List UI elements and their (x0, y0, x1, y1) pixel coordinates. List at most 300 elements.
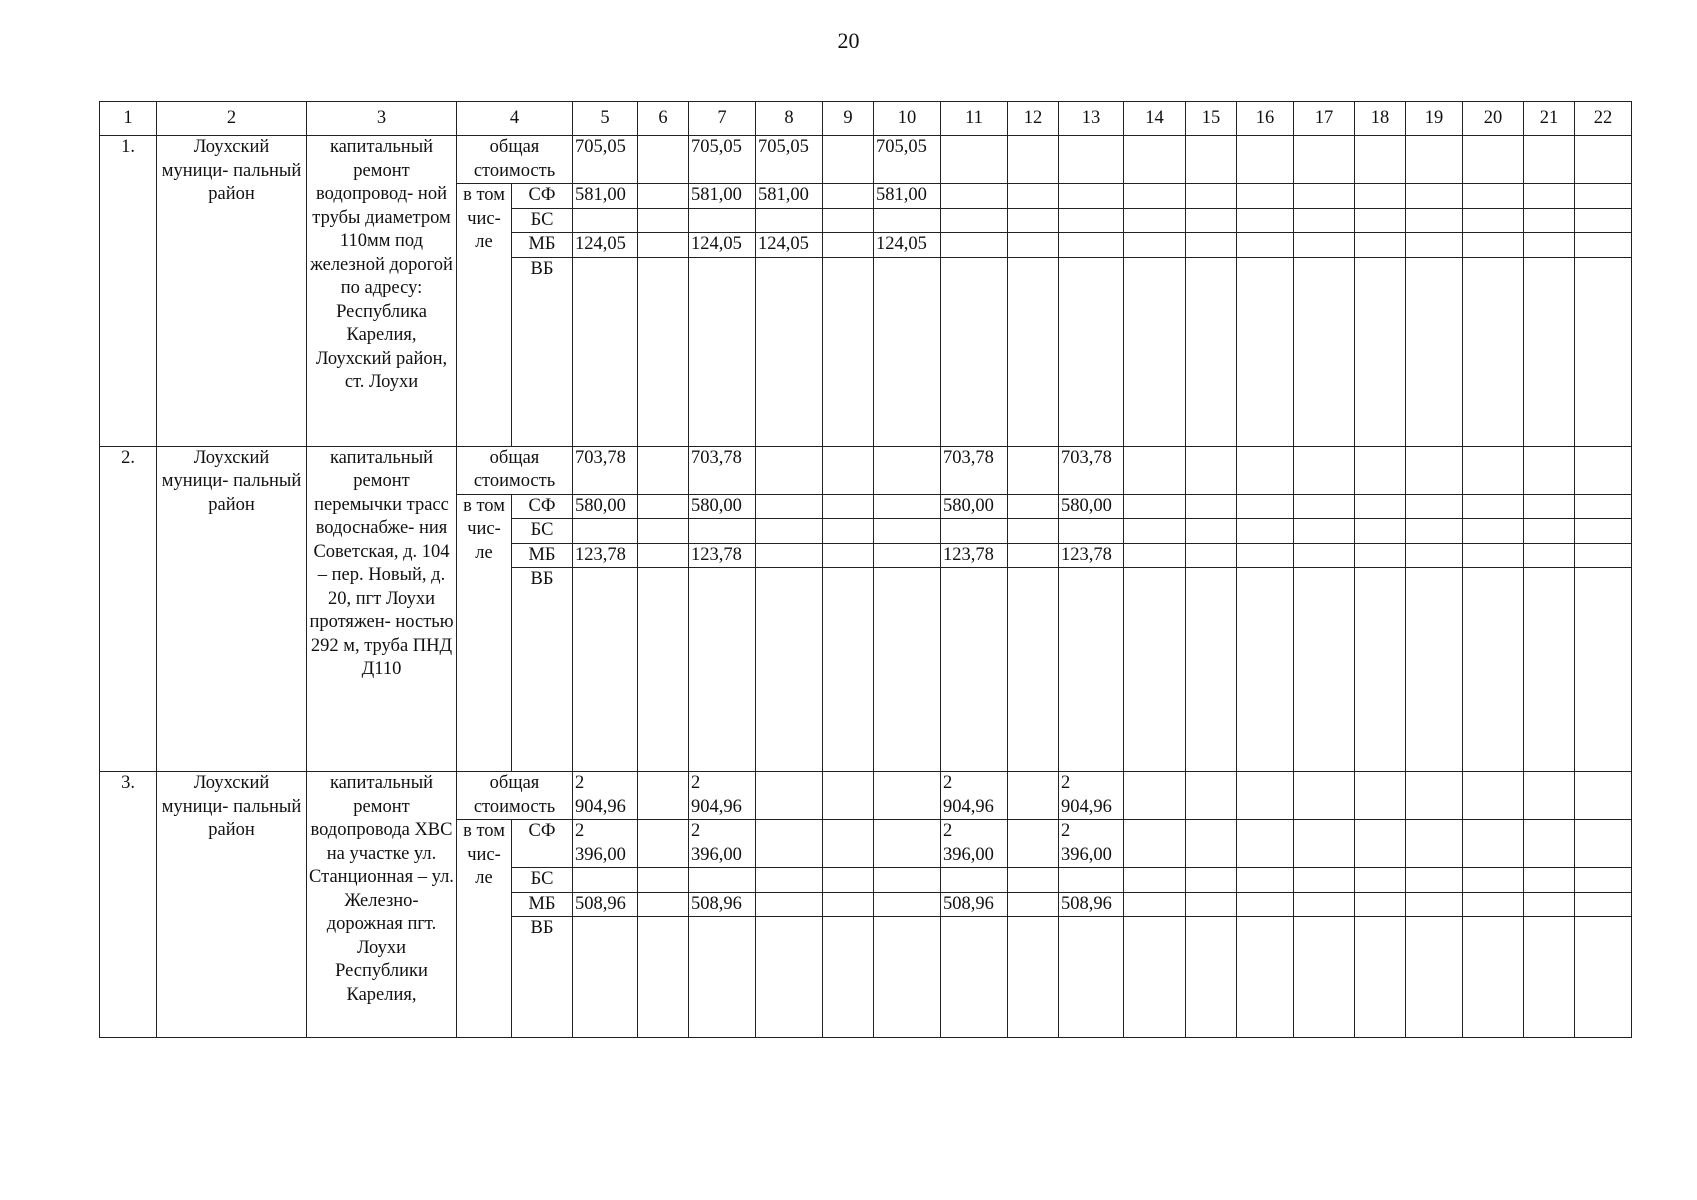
header-cell: 9 (823, 102, 874, 136)
empty-cell (1355, 868, 1406, 893)
empty-cell (1355, 892, 1406, 917)
value-cell (573, 519, 638, 544)
empty-cell (1237, 136, 1294, 184)
value-cell: 2 396,00 (573, 820, 638, 868)
empty-cell (1124, 494, 1186, 519)
empty-cell (1355, 208, 1406, 233)
empty-cell (1237, 257, 1294, 446)
empty-cell (1294, 543, 1355, 568)
value-cell (1008, 568, 1059, 772)
value-cell: 2 904,96 (941, 772, 1008, 820)
value-cell: 705,05 (573, 136, 638, 184)
value-cell (874, 208, 941, 233)
value-cell (941, 257, 1008, 446)
value-cell: 2 396,00 (1059, 820, 1124, 868)
empty-cell (1463, 868, 1524, 893)
value-cell (638, 820, 689, 868)
empty-cell (1186, 208, 1237, 233)
value-cell: 2 396,00 (941, 820, 1008, 868)
row-number: 2. (100, 446, 157, 772)
empty-cell (1294, 868, 1355, 893)
empty-cell (1406, 820, 1463, 868)
value-cell: 124,05 (573, 233, 638, 258)
value-cell (1008, 820, 1059, 868)
value-cell (941, 184, 1008, 209)
value-cell (874, 446, 941, 494)
header-cell: 15 (1186, 102, 1237, 136)
empty-cell (1124, 772, 1186, 820)
value-cell (756, 543, 823, 568)
value-cell (823, 257, 874, 446)
empty-cell (1463, 543, 1524, 568)
empty-cell (1237, 917, 1294, 1038)
empty-cell (1237, 208, 1294, 233)
empty-cell (1186, 136, 1237, 184)
table-row (100, 772, 1632, 820)
empty-cell (1406, 772, 1463, 820)
empty-cell (1124, 519, 1186, 544)
value-cell (638, 868, 689, 893)
empty-cell (1237, 184, 1294, 209)
value-cell: 123,78 (1059, 543, 1124, 568)
district-cell: Лоухский муници- пальный район (157, 772, 307, 1038)
header-cell: 11 (941, 102, 1008, 136)
empty-cell (1524, 446, 1575, 494)
header-cell: 17 (1294, 102, 1355, 136)
empty-cell (1575, 136, 1632, 184)
empty-cell (1524, 772, 1575, 820)
including-label: в том чис- ле (457, 184, 512, 447)
empty-cell (1124, 543, 1186, 568)
value-cell (823, 543, 874, 568)
value-cell (689, 208, 756, 233)
funding-source-label: МБ (512, 233, 573, 258)
empty-cell (1294, 494, 1355, 519)
value-cell (823, 820, 874, 868)
empty-cell (1524, 917, 1575, 1038)
empty-cell (1575, 917, 1632, 1038)
empty-cell (1463, 519, 1524, 544)
value-cell: 508,96 (1059, 892, 1124, 917)
header-cell: 8 (756, 102, 823, 136)
funding-source-label: МБ (512, 543, 573, 568)
empty-cell (1355, 184, 1406, 209)
empty-cell (1355, 568, 1406, 772)
empty-cell (1524, 257, 1575, 446)
value-cell: 123,78 (941, 543, 1008, 568)
empty-cell (1124, 568, 1186, 772)
value-cell: 703,78 (689, 446, 756, 494)
empty-cell (1186, 519, 1237, 544)
empty-cell (1406, 257, 1463, 446)
value-cell (756, 208, 823, 233)
empty-cell (1524, 543, 1575, 568)
empty-cell (1575, 820, 1632, 868)
empty-cell (1186, 820, 1237, 868)
header-cell: 21 (1524, 102, 1575, 136)
empty-cell (1355, 772, 1406, 820)
value-cell (1059, 868, 1124, 893)
empty-cell (1124, 184, 1186, 209)
empty-cell (1524, 820, 1575, 868)
empty-cell (1294, 917, 1355, 1038)
value-cell (638, 446, 689, 494)
value-cell: 123,78 (689, 543, 756, 568)
header-cell: 3 (307, 102, 457, 136)
value-cell (941, 208, 1008, 233)
empty-cell (1524, 233, 1575, 258)
value-cell (638, 892, 689, 917)
value-cell (1008, 868, 1059, 893)
value-cell (941, 917, 1008, 1038)
empty-cell (1294, 184, 1355, 209)
empty-cell (1294, 233, 1355, 258)
empty-cell (1294, 136, 1355, 184)
funding-source-label: БС (512, 519, 573, 544)
value-cell (823, 917, 874, 1038)
empty-cell (1237, 568, 1294, 772)
empty-cell (1355, 233, 1406, 258)
value-cell (756, 257, 823, 446)
value-cell (1008, 892, 1059, 917)
value-cell (874, 568, 941, 772)
header-cell: 20 (1463, 102, 1524, 136)
value-cell (823, 568, 874, 772)
value-cell (638, 543, 689, 568)
empty-cell (1294, 568, 1355, 772)
value-cell (689, 519, 756, 544)
value-cell (1008, 257, 1059, 446)
value-cell (1008, 184, 1059, 209)
value-cell (823, 494, 874, 519)
empty-cell (1124, 820, 1186, 868)
value-cell (573, 568, 638, 772)
value-cell: 580,00 (573, 494, 638, 519)
value-cell (941, 136, 1008, 184)
empty-cell (1237, 233, 1294, 258)
value-cell (823, 208, 874, 233)
header-cell: 6 (638, 102, 689, 136)
value-cell (823, 136, 874, 184)
empty-cell (1463, 917, 1524, 1038)
empty-cell (1124, 917, 1186, 1038)
empty-cell (1294, 892, 1355, 917)
value-cell (941, 868, 1008, 893)
value-cell (874, 868, 941, 893)
value-cell (573, 257, 638, 446)
value-cell (941, 233, 1008, 258)
page-number: 20 (837, 28, 860, 53)
value-cell (874, 519, 941, 544)
value-cell (756, 568, 823, 772)
value-cell (1059, 568, 1124, 772)
empty-cell (1237, 543, 1294, 568)
value-cell: 508,96 (573, 892, 638, 917)
empty-cell (1124, 233, 1186, 258)
header-cell: 16 (1237, 102, 1294, 136)
empty-cell (1294, 772, 1355, 820)
empty-cell (1406, 868, 1463, 893)
description-cell: капитальный ремонт перемычки трасс водоснабже- ния Советская, д. 104 – пер. Новый, д. 20, пгт Лоухи протяжен- ностью 292 м, труба ПНД Д110 (307, 446, 457, 772)
value-cell (1059, 257, 1124, 446)
empty-cell (1186, 868, 1237, 893)
empty-cell (1355, 820, 1406, 868)
empty-cell (1124, 446, 1186, 494)
empty-cell (1575, 257, 1632, 446)
value-cell: 124,05 (874, 233, 941, 258)
header-cell: 4 (457, 102, 573, 136)
empty-cell (1524, 208, 1575, 233)
value-cell (823, 446, 874, 494)
empty-cell (1355, 136, 1406, 184)
value-cell: 581,00 (689, 184, 756, 209)
funding-source-label: СФ (512, 184, 573, 209)
empty-cell (1463, 184, 1524, 209)
value-cell: 124,05 (689, 233, 756, 258)
empty-cell (1294, 208, 1355, 233)
header-row (100, 102, 1632, 136)
empty-cell (1237, 494, 1294, 519)
empty-cell (1575, 892, 1632, 917)
value-cell (874, 494, 941, 519)
empty-cell (1237, 446, 1294, 494)
value-cell: 508,96 (689, 892, 756, 917)
empty-cell (1406, 543, 1463, 568)
value-cell (573, 868, 638, 893)
value-cell (823, 772, 874, 820)
value-cell: 508,96 (941, 892, 1008, 917)
value-cell (1059, 184, 1124, 209)
row-number: 1. (100, 136, 157, 447)
value-cell (941, 519, 1008, 544)
value-cell (756, 494, 823, 519)
value-cell (874, 917, 941, 1038)
value-cell (638, 494, 689, 519)
empty-cell (1575, 184, 1632, 209)
value-cell (1008, 233, 1059, 258)
value-cell (756, 519, 823, 544)
empty-cell (1355, 519, 1406, 544)
description-cell: капитальный ремонт водопровод- ной трубы диаметром 110мм под железной дорогой по адресу: Республика Карелия, Лоухский район, ст. Лоухи (307, 136, 457, 447)
empty-cell (1575, 568, 1632, 772)
funding-source-label: СФ (512, 820, 573, 868)
header-cell: 2 (157, 102, 307, 136)
empty-cell (1186, 892, 1237, 917)
empty-cell (1575, 446, 1632, 494)
value-cell: 581,00 (573, 184, 638, 209)
empty-cell (1124, 208, 1186, 233)
value-cell (638, 917, 689, 1038)
funding-source-label: ВБ (512, 257, 573, 446)
value-cell (756, 820, 823, 868)
value-cell (638, 233, 689, 258)
empty-cell (1237, 820, 1294, 868)
value-cell (756, 868, 823, 893)
empty-cell (1406, 184, 1463, 209)
value-cell (941, 568, 1008, 772)
empty-cell (1186, 772, 1237, 820)
value-cell (874, 543, 941, 568)
value-cell (874, 772, 941, 820)
value-cell: 705,05 (689, 136, 756, 184)
value-cell (573, 917, 638, 1038)
value-cell (1008, 136, 1059, 184)
header-cell: 5 (573, 102, 638, 136)
value-cell: 580,00 (941, 494, 1008, 519)
value-cell (1059, 208, 1124, 233)
empty-cell (1524, 568, 1575, 772)
value-cell (638, 772, 689, 820)
value-cell: 703,78 (1059, 446, 1124, 494)
empty-cell (1463, 446, 1524, 494)
empty-cell (1186, 446, 1237, 494)
empty-cell (1186, 568, 1237, 772)
empty-cell (1124, 868, 1186, 893)
header-cell: 18 (1355, 102, 1406, 136)
empty-cell (1355, 543, 1406, 568)
value-cell (1008, 446, 1059, 494)
value-cell (823, 868, 874, 893)
value-cell: 703,78 (573, 446, 638, 494)
value-cell (874, 892, 941, 917)
value-cell (1008, 543, 1059, 568)
empty-cell (1294, 519, 1355, 544)
empty-cell (1186, 257, 1237, 446)
value-cell (638, 519, 689, 544)
empty-cell (1406, 208, 1463, 233)
including-label: в том чис- ле (457, 494, 512, 772)
empty-cell (1575, 543, 1632, 568)
empty-cell (1186, 233, 1237, 258)
empty-cell (1524, 184, 1575, 209)
value-cell: 2 904,96 (573, 772, 638, 820)
value-cell (756, 917, 823, 1038)
value-cell: 2 904,96 (1059, 772, 1124, 820)
value-cell (1059, 519, 1124, 544)
empty-cell (1237, 892, 1294, 917)
budget-table (99, 101, 1632, 1038)
empty-cell (1406, 892, 1463, 917)
empty-cell (1186, 917, 1237, 1038)
empty-cell (1575, 772, 1632, 820)
header-cell: 22 (1575, 102, 1632, 136)
empty-cell (1463, 892, 1524, 917)
header-cell: 19 (1406, 102, 1463, 136)
empty-cell (1463, 494, 1524, 519)
value-cell (638, 208, 689, 233)
empty-cell (1406, 568, 1463, 772)
empty-cell (1406, 494, 1463, 519)
value-cell (823, 184, 874, 209)
value-cell (1008, 208, 1059, 233)
empty-cell (1355, 446, 1406, 494)
table-row (100, 136, 1632, 184)
value-cell (1059, 233, 1124, 258)
empty-cell (1294, 257, 1355, 446)
funding-source-label: ВБ (512, 568, 573, 772)
header-cell: 1 (100, 102, 157, 136)
value-cell (1008, 917, 1059, 1038)
empty-cell (1524, 136, 1575, 184)
funding-source-label: БС (512, 868, 573, 893)
funding-source-label: БС (512, 208, 573, 233)
empty-cell (1124, 257, 1186, 446)
empty-cell (1463, 233, 1524, 258)
value-cell (823, 233, 874, 258)
table-row (100, 446, 1632, 494)
empty-cell (1524, 892, 1575, 917)
value-cell (689, 257, 756, 446)
funding-source-label: МБ (512, 892, 573, 917)
value-cell (1008, 772, 1059, 820)
value-cell (874, 257, 941, 446)
row-number: 3. (100, 772, 157, 1038)
value-cell: 580,00 (1059, 494, 1124, 519)
empty-cell (1524, 519, 1575, 544)
total-label: общая стоимость (457, 772, 573, 820)
value-cell: 705,05 (756, 136, 823, 184)
empty-cell (1463, 257, 1524, 446)
header-cell: 14 (1124, 102, 1186, 136)
empty-cell (1524, 494, 1575, 519)
value-cell (1008, 494, 1059, 519)
value-cell (823, 519, 874, 544)
header-cell: 12 (1008, 102, 1059, 136)
empty-cell (1124, 136, 1186, 184)
empty-cell (1186, 543, 1237, 568)
value-cell: 581,00 (874, 184, 941, 209)
header-cell: 7 (689, 102, 756, 136)
empty-cell (1575, 233, 1632, 258)
value-cell (874, 820, 941, 868)
empty-cell (1575, 208, 1632, 233)
empty-cell (1355, 494, 1406, 519)
empty-cell (1524, 868, 1575, 893)
empty-cell (1463, 820, 1524, 868)
empty-cell (1406, 446, 1463, 494)
empty-cell (1406, 136, 1463, 184)
empty-cell (1575, 519, 1632, 544)
value-cell (638, 136, 689, 184)
empty-cell (1355, 917, 1406, 1038)
description-cell: капитальный ремонт водопровода ХВС на участке ул. Станционная – ул. Железно- дорожная пгт. Лоухи Республики Карелия, (307, 772, 457, 1038)
empty-cell (1237, 772, 1294, 820)
value-cell: 123,78 (573, 543, 638, 568)
value-cell: 580,00 (689, 494, 756, 519)
value-cell (1059, 136, 1124, 184)
empty-cell (1355, 257, 1406, 446)
empty-cell (1406, 233, 1463, 258)
empty-cell (1237, 519, 1294, 544)
including-label: в том чис- ле (457, 820, 512, 1038)
empty-cell (1575, 494, 1632, 519)
funding-source-label: СФ (512, 494, 573, 519)
header-cell: 10 (874, 102, 941, 136)
value-cell (638, 568, 689, 772)
empty-cell (1575, 868, 1632, 893)
empty-cell (1406, 519, 1463, 544)
empty-cell (1406, 917, 1463, 1038)
empty-cell (1463, 136, 1524, 184)
empty-cell (1237, 868, 1294, 893)
value-cell (638, 257, 689, 446)
value-cell (573, 208, 638, 233)
district-cell: Лоухский муници- пальный район (157, 446, 307, 772)
value-cell (823, 892, 874, 917)
empty-cell (1463, 568, 1524, 772)
value-cell (689, 917, 756, 1038)
total-label: общая стоимость (457, 446, 573, 494)
